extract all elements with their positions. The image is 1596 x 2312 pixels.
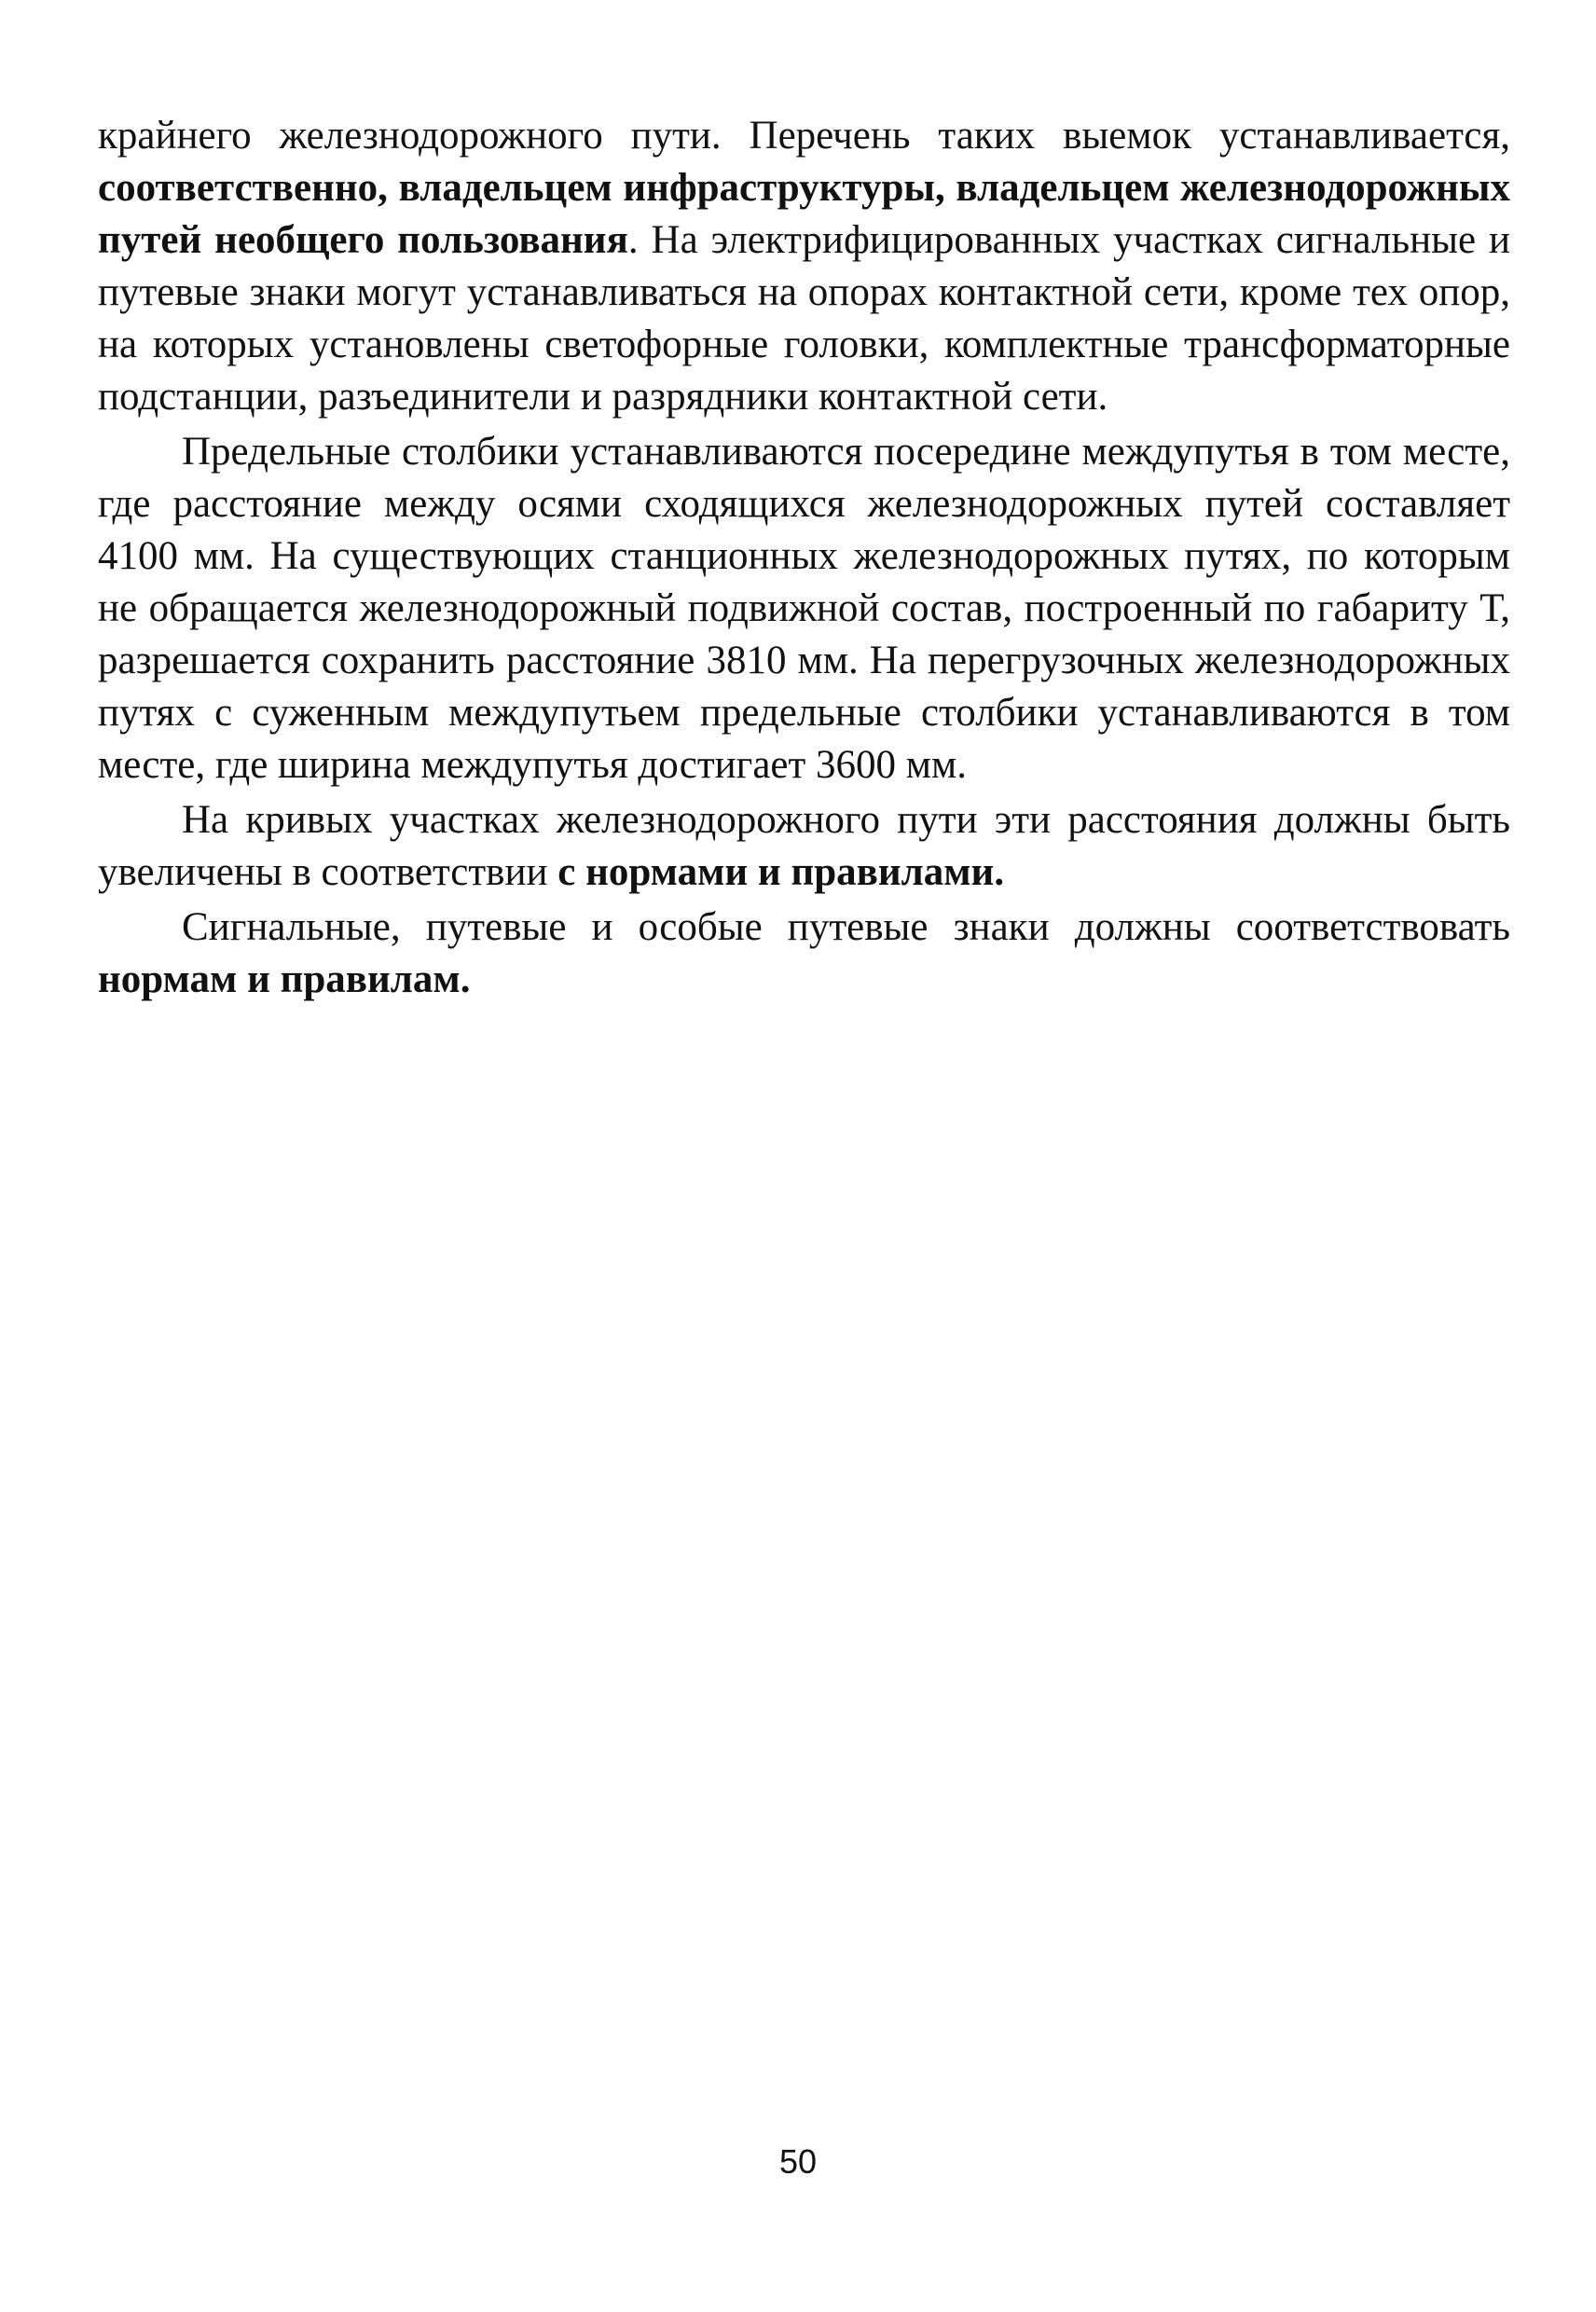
paragraph-1-run-3: . На электрифицированных участках сигнальные и путевые знаки могут устанавливаться на опорах контактной сети, кроме тех опор, на которых установлены светофорные головки, комплектные трансформаторные подстанции, разъединители и разрядники контактной сети.	[98, 218, 1510, 419]
paragraph-1	[98, 110, 1510, 423]
paragraph-2	[98, 426, 1510, 791]
paragraph-4-run-1: Сигнальные, путевые и особые путевые знаки должны соответствовать	[182, 905, 1510, 949]
paragraph-4	[98, 901, 1510, 1006]
paragraph-4-run-2-bold: нормам и правилам.	[98, 957, 471, 1001]
page-number: 50	[778, 2142, 818, 2181]
paragraph-2-run-1: Предельные столбики устанавливаются посередине междупутья в том месте, где расстояние между осями сходящихся железнодорожных путей составляет 4100 мм. На существующих станционных железнодорожных путях, по которым не обращается железнодорожный подвижной состав, построенный по габариту Т, разрешается сохранить расстояние 3810 мм. На перегрузочных железнодорожных путях с суженным междупутьем предельные столбики устанавливаются в том месте, где ширина междупутья достигает 3600 мм.	[98, 430, 1510, 787]
paragraph-3-run-1: На кривых участках железнодорожного пути эти расстояния должны быть увеличены в соответствии	[98, 798, 1510, 894]
body-text	[98, 110, 1510, 1009]
paragraph-1-run-1: крайнего железнодорожного пути. Перечень таких выемок устанавливается,	[98, 114, 1510, 158]
paragraph-1-run-2-bold: соответственно, владельцем инфраструктуры, владельцем железнодорожных путей необщего пользования	[98, 166, 1510, 262]
paragraph-3	[98, 794, 1510, 899]
paragraph-3-run-2-bold: с нормами и правилами.	[557, 850, 1005, 894]
